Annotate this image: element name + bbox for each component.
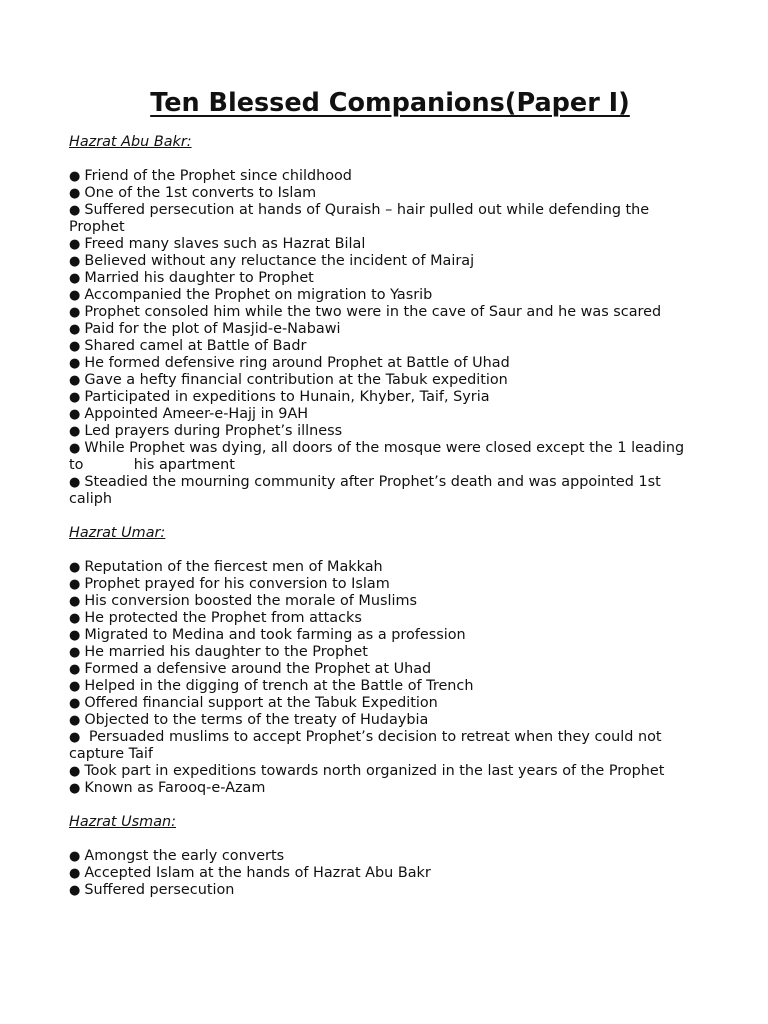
list-item-text: Paid for the plot of Masjid-e-Nabawi <box>84 321 341 337</box>
list-item <box>69 610 689 627</box>
list-item <box>69 627 689 644</box>
bullet-icon: ● <box>69 679 81 694</box>
bullet-icon: ● <box>69 356 81 371</box>
list-item <box>69 593 689 610</box>
list-item <box>69 253 689 270</box>
bullet-icon: ● <box>69 662 81 677</box>
bullet-icon: ● <box>69 322 81 337</box>
list-item <box>69 729 689 763</box>
list-item <box>69 321 689 338</box>
list-item <box>69 202 689 236</box>
section-heading: Hazrat Abu Bakr: <box>69 134 192 150</box>
bullet-icon: ● <box>69 883 81 898</box>
bullet-icon: ● <box>69 781 81 796</box>
list-item-text: Suffered persecution at hands of Quraish – hair pulled out while defending the Prophet <box>69 202 650 235</box>
list-item-text: Reputation of the fiercest men of Makkah <box>84 559 383 575</box>
bullet-icon: ● <box>69 373 81 388</box>
list-item-text: He protected the Prophet from attacks <box>84 610 362 626</box>
list-item <box>69 644 689 661</box>
section-abu-bakr <box>69 134 689 508</box>
bullet-list <box>69 848 689 899</box>
bullet-icon: ● <box>69 339 81 354</box>
list-item-text: While Prophet was dying, all doors of the mosque were closed except the 1 leading to his apartment <box>69 440 689 473</box>
list-item-text: Helped in the digging of trench at the Battle of Trench <box>84 678 474 694</box>
bullet-icon: ● <box>69 237 81 252</box>
list-item-text: Participated in expeditions to Hunain, Khyber, Taif, Syria <box>84 389 490 405</box>
list-item <box>69 712 689 729</box>
list-item-text: Suffered persecution <box>84 882 235 898</box>
document-title: Ten Blessed Companions(Paper I) <box>150 88 630 118</box>
list-item <box>69 389 689 406</box>
bullet-icon: ● <box>69 628 81 643</box>
bullet-icon: ● <box>69 441 81 456</box>
list-item-text: Amongst the early converts <box>84 848 285 864</box>
bullet-icon: ● <box>69 577 81 592</box>
bullet-icon: ● <box>69 730 81 745</box>
list-item <box>69 372 689 389</box>
bullet-list <box>69 559 689 797</box>
section-heading: Hazrat Umar: <box>69 525 166 541</box>
bullet-icon: ● <box>69 288 81 303</box>
section-heading: Hazrat Usman: <box>69 814 176 830</box>
bullet-icon: ● <box>69 849 81 864</box>
list-item-text: Friend of the Prophet since childhood <box>84 168 352 184</box>
bullet-icon: ● <box>69 475 81 490</box>
bullet-icon: ● <box>69 560 81 575</box>
bullet-icon: ● <box>69 594 81 609</box>
bullet-icon: ● <box>69 866 81 881</box>
list-item <box>69 406 689 423</box>
bullet-icon: ● <box>69 407 81 422</box>
bullet-icon: ● <box>69 390 81 405</box>
list-item <box>69 287 689 304</box>
bullet-icon: ● <box>69 645 81 660</box>
list-item-text: Prophet consoled him while the two were in the cave of Saur and he was scared <box>84 304 662 320</box>
list-item-text: Led prayers during Prophet’s illness <box>84 423 343 439</box>
bullet-icon: ● <box>69 305 81 320</box>
list-item-text: Known as Farooq-e-Azam <box>84 780 266 796</box>
list-item-text: Persuaded muslims to accept Prophet’s decision to retreat when they could not capture Taif <box>69 729 667 762</box>
list-item-text: Freed many slaves such as Hazrat Bilal <box>84 236 366 252</box>
list-item-text: Objected to the terms of the treaty of Hudaybia <box>84 712 429 728</box>
bullet-list <box>69 168 689 508</box>
list-item <box>69 440 689 474</box>
list-item-text: Appointed Ameer-e-Hajj in 9AH <box>84 406 309 422</box>
list-item <box>69 168 689 185</box>
list-item <box>69 678 689 695</box>
list-item-text: Married his daughter to Prophet <box>84 270 314 286</box>
bullet-icon: ● <box>69 424 81 439</box>
list-item-text: Believed without any reluctance the incident of Mairaj <box>84 253 475 269</box>
bullet-icon: ● <box>69 764 81 779</box>
list-item-text: Formed a defensive around the Prophet at Uhad <box>84 661 432 677</box>
bullet-icon: ● <box>69 203 81 218</box>
list-item-text: Took part in expeditions towards north organized in the last years of the Prophet <box>84 763 665 779</box>
list-item-text: Offered financial support at the Tabuk Expedition <box>84 695 438 711</box>
bullet-icon: ● <box>69 169 81 184</box>
list-item-text: Gave a hefty financial contribution at the Tabuk expedition <box>84 372 508 388</box>
list-item <box>69 474 689 508</box>
bullet-icon: ● <box>69 186 81 201</box>
document-page <box>69 84 689 899</box>
list-item <box>69 780 689 797</box>
bullet-icon: ● <box>69 271 81 286</box>
list-item <box>69 848 689 865</box>
bullet-icon: ● <box>69 713 81 728</box>
list-item <box>69 338 689 355</box>
list-item <box>69 576 689 593</box>
list-item <box>69 882 689 899</box>
section-usman <box>69 814 689 899</box>
list-item-text: He married his daughter to the Prophet <box>84 644 368 660</box>
section-umar <box>69 525 689 797</box>
list-item <box>69 559 689 576</box>
list-item <box>69 423 689 440</box>
list-item-text: Steadied the mourning community after Prophet’s death and was appointed 1st caliph <box>69 474 661 507</box>
list-item <box>69 763 689 780</box>
list-item <box>69 270 689 287</box>
list-item <box>69 355 689 372</box>
list-item-text: Accepted Islam at the hands of Hazrat Abu Bakr <box>84 865 431 881</box>
list-item <box>69 695 689 712</box>
list-item-text: Prophet prayed for his conversion to Islam <box>84 576 390 592</box>
list-item <box>69 185 689 202</box>
list-item <box>69 865 689 882</box>
list-item <box>69 304 689 321</box>
bullet-icon: ● <box>69 696 81 711</box>
list-item-text: One of the 1st converts to Islam <box>84 185 317 201</box>
bullet-icon: ● <box>69 254 81 269</box>
list-item-text: Accompanied the Prophet on migration to Yasrib <box>84 287 433 303</box>
list-item-text: Shared camel at Battle of Badr <box>84 338 307 354</box>
list-item-text: His conversion boosted the morale of Muslims <box>84 593 417 609</box>
list-item-text: He formed defensive ring around Prophet at Battle of Uhad <box>84 355 510 371</box>
list-item <box>69 661 689 678</box>
list-item <box>69 236 689 253</box>
list-item-text: Migrated to Medina and took farming as a profession <box>84 627 466 643</box>
bullet-icon: ● <box>69 611 81 626</box>
